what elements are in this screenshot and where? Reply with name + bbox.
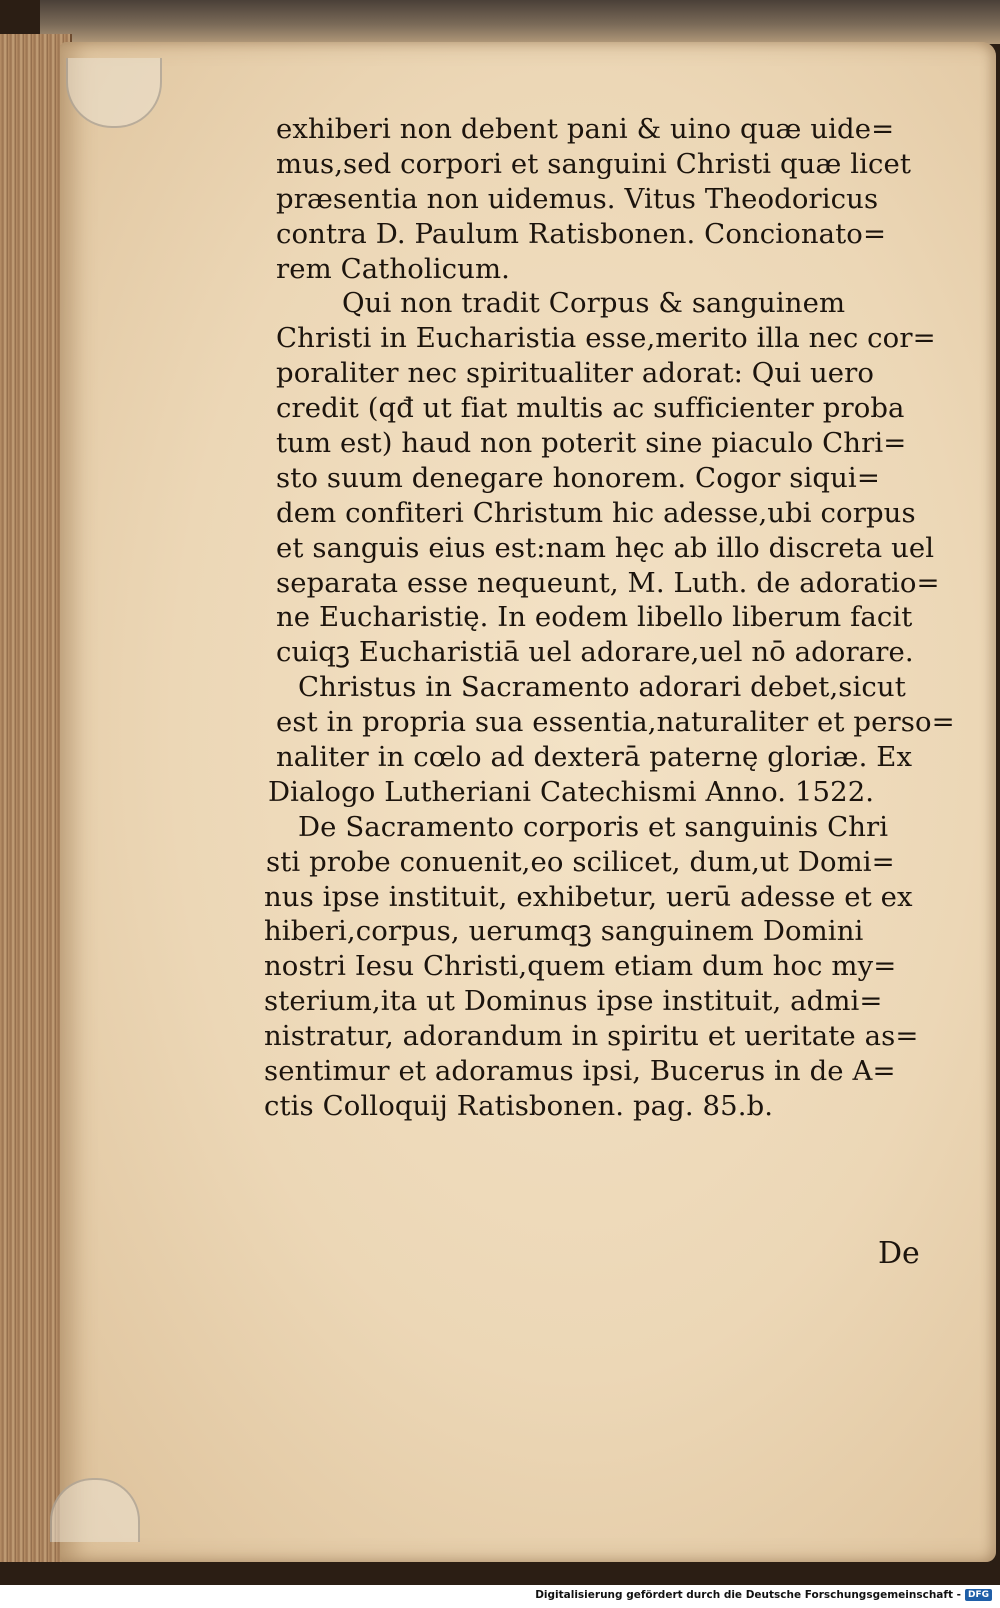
text-line: mus,sed corpori et sanguini Christi quæ licet	[276, 147, 912, 180]
text-line: Qui non tradit Corpus & sanguinem	[342, 287, 846, 320]
digitization-footer	[535, 1586, 992, 1604]
catchword: De	[878, 1236, 920, 1271]
text-line: nistratur, adorandum in spiritu et ueritate as=	[264, 1020, 919, 1053]
text-line: De Sacramento corporis et sanguinis Chri	[298, 810, 889, 843]
top-page-edge	[40, 0, 1000, 44]
text-line: rem Catholicum.	[276, 252, 511, 285]
text-line: credit (qđ ut fiat multis ac sufficienter proba	[276, 392, 905, 425]
text-line: tum est) haud non poterit sine piaculo Chri=	[276, 427, 907, 460]
text-line: hiberi,corpus, uerumqꝫ sanguinem Domini	[264, 915, 864, 948]
body-text	[264, 112, 955, 1124]
footer-text: Digitalisierung gefördert durch die Deutsche Forschungsgemeinschaft -	[535, 1589, 961, 1601]
text-line: Christi in Eucharistia esse,merito illa nec cor=	[276, 322, 936, 355]
text-line: sti probe conuenit,eo scilicet, dum,ut Domi=	[266, 845, 895, 878]
text-line: et sanguis eius est:nam hęc ab illo discreta uel	[276, 531, 935, 564]
text-line: ne Eucharistię. In eodem libello liberum facit	[276, 601, 913, 634]
text-line: sentimur et adoramus ipsi, Bucerus in de A=	[264, 1055, 896, 1088]
text-line: nostri Iesu Christi,quem etiam dum hoc my=	[264, 950, 897, 983]
text-line: est in propria sua essentia,naturaliter et perso=	[276, 706, 955, 739]
text-line: naliter in cœlo ad dexterā paternę gloriæ. Ex	[276, 741, 913, 774]
text-line: ctis Colloquij Ratisbonen. pag. 85.b.	[264, 1089, 774, 1122]
text-line: Dialogo Lutheriani Catechismi Anno. 1522.	[268, 775, 875, 808]
text-line: poraliter nec spiritualiter adorat: Qui uero	[276, 357, 875, 390]
dfg-logo-icon: DFG	[965, 1589, 992, 1601]
text-line: separata esse nequeunt, M. Luth. de adoratio=	[276, 566, 940, 599]
text-line: nus ipse instituit, exhibetur, uerū adesse et ex	[264, 880, 913, 913]
text-line: sto suum denegare honorem. Cogor siqui=	[276, 461, 880, 494]
text-line: Christus in Sacramento adorari debet,sicut	[298, 671, 906, 704]
text-line: cuiqꝫ Eucharistiā uel adorare,uel nō adorare.	[276, 636, 914, 669]
text-line: dem confiteri Christum hic adesse,ubi corpus	[276, 496, 916, 529]
text-line: contra D. Paulum Ratisbonen. Concionato=	[276, 217, 887, 250]
text-line: præsentia non uidemus. Vitus Theodoricus	[276, 182, 879, 215]
text-line: sterium,ita ut Dominus ipse instituit, admi=	[264, 985, 883, 1018]
text-line: exhiberi non debent pani & uino quæ uide=	[276, 113, 895, 145]
